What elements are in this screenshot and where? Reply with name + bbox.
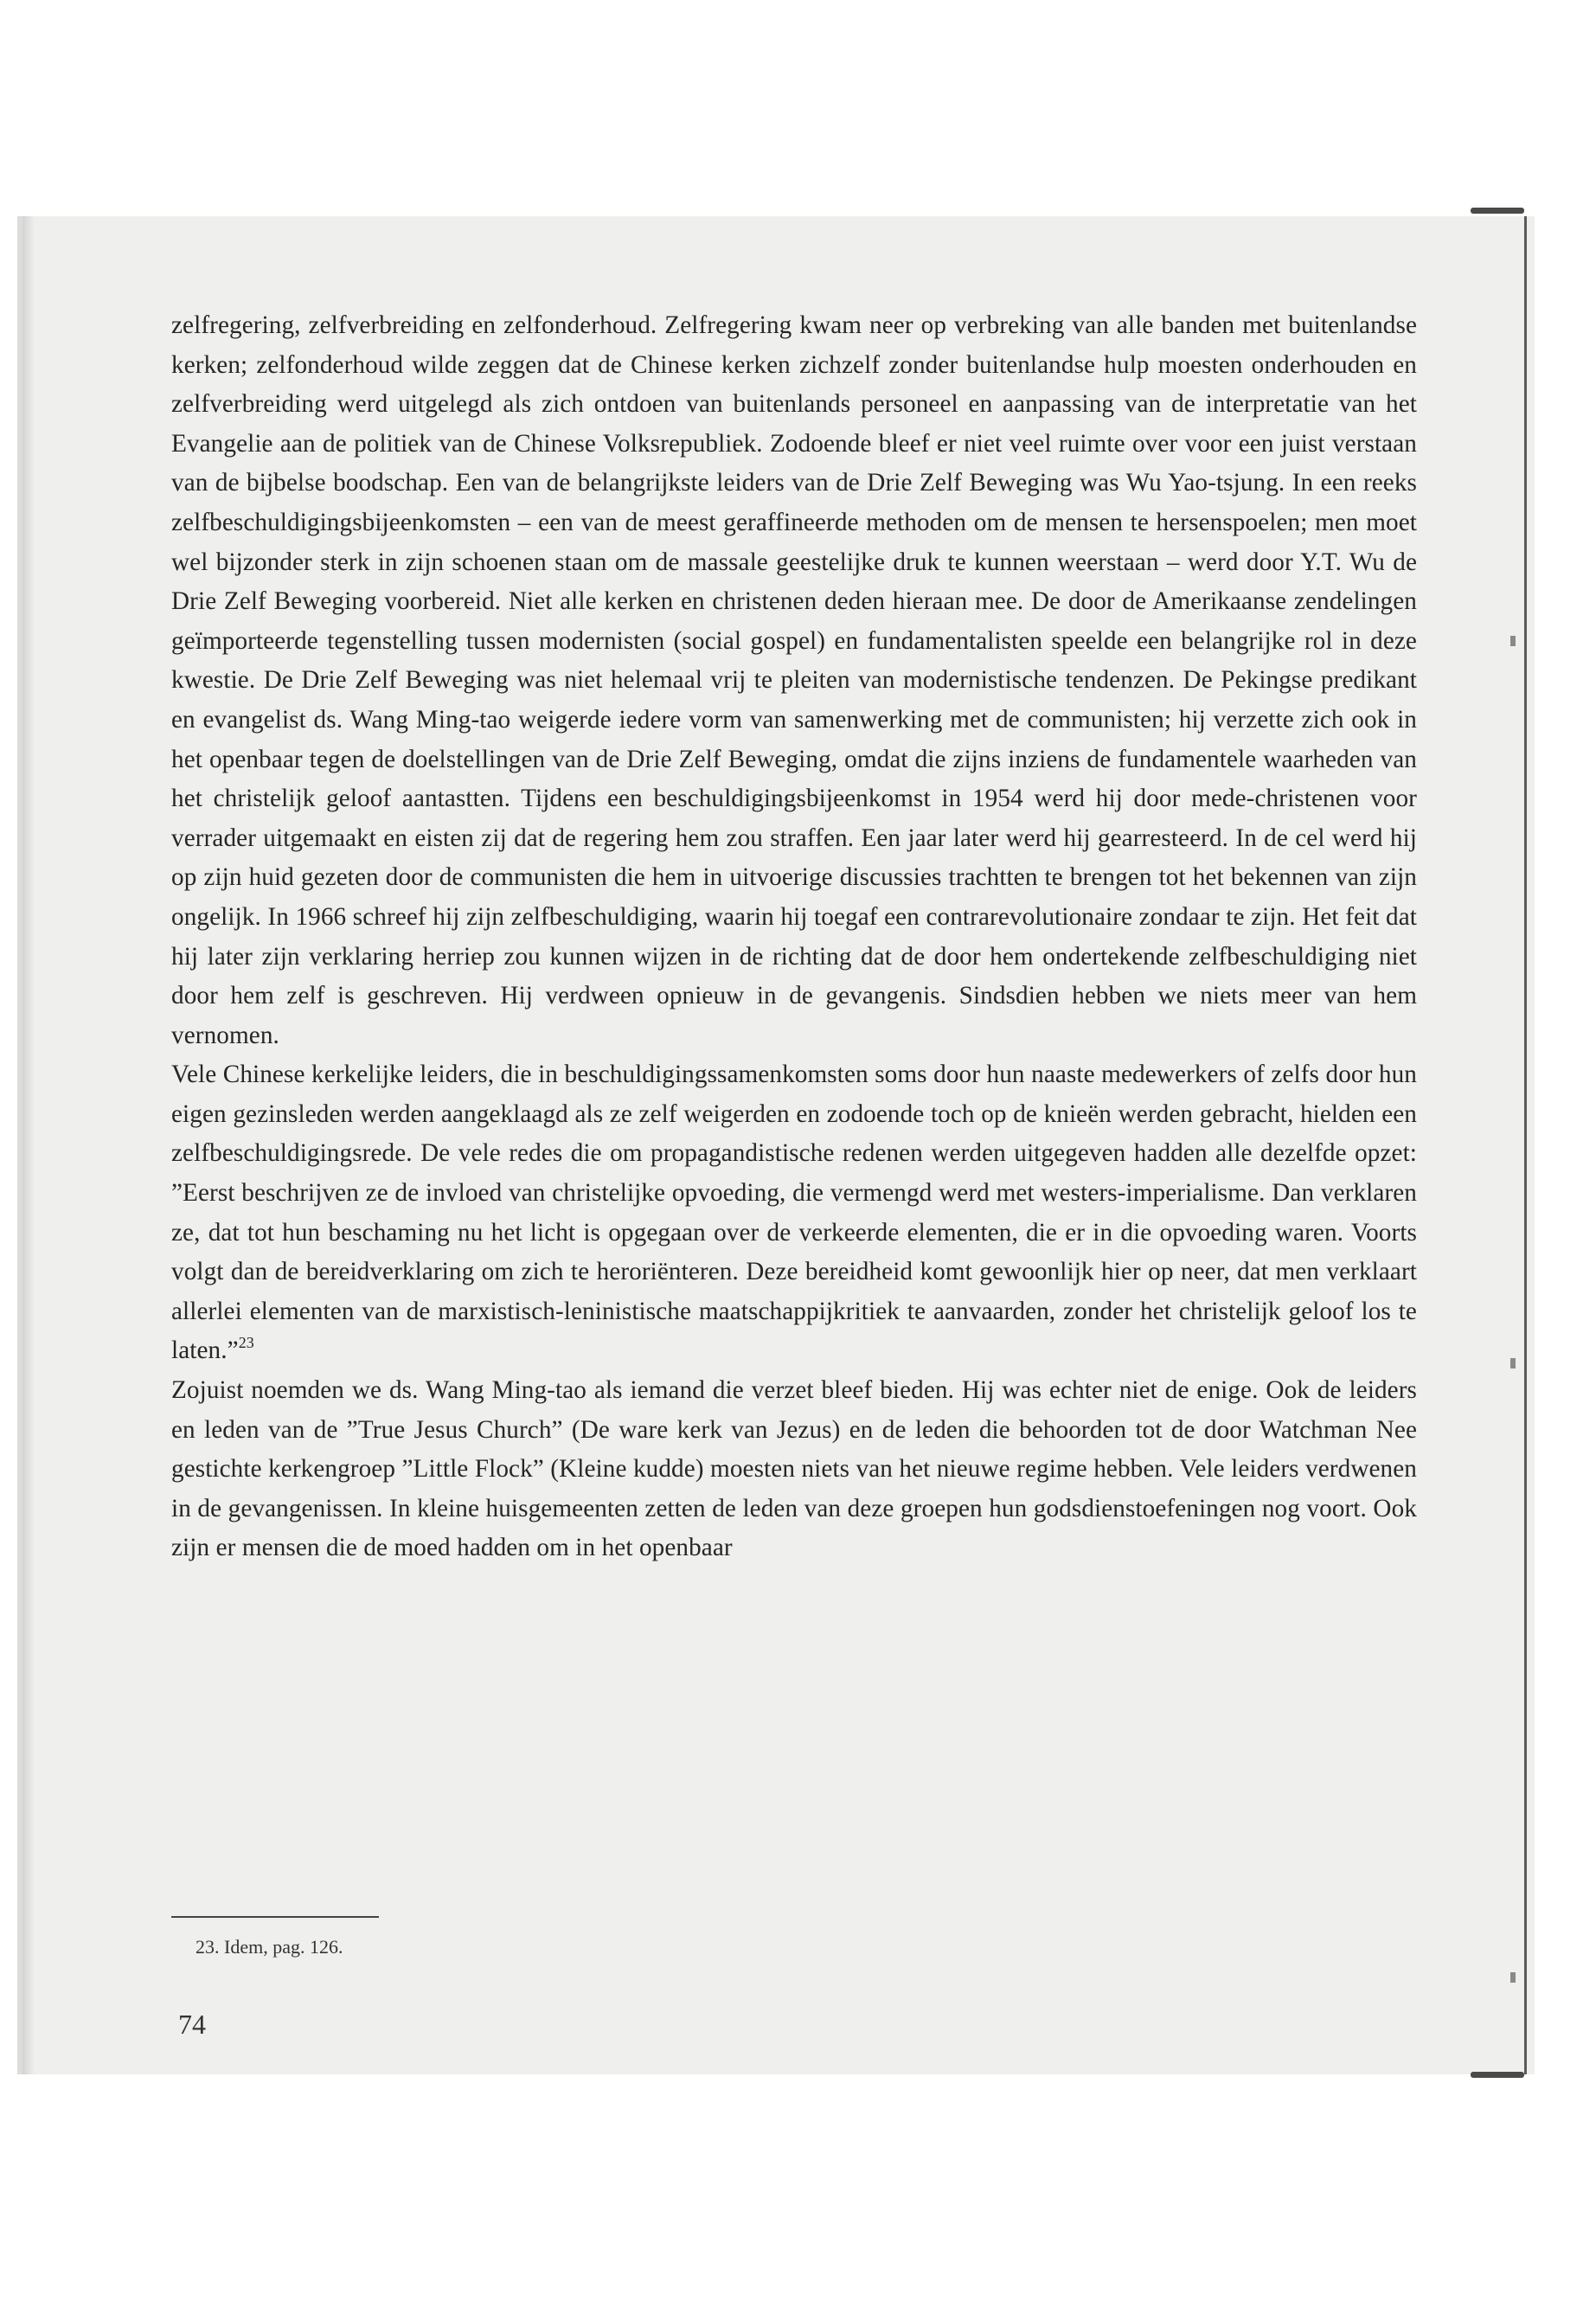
binding-clip-bottom xyxy=(1471,2072,1524,2078)
edge-mark xyxy=(1510,636,1516,646)
binding-clip-top xyxy=(1471,208,1524,214)
paragraph-2 xyxy=(171,1055,1417,1371)
body-text xyxy=(171,306,1417,1568)
edge-mark xyxy=(1510,1358,1516,1368)
paragraph-3: Zojuist noemden we ds. Wang Ming-tao als iemand die verzet bleef bieden. Hij was echter niet de enige. Ook de leiders en leden van de ”True Jesus Church” (De ware kerk van Jezus) en de leden die behoorden tot de door Watchman Nee gestichte kerkengroep ”Little Flock” (Kleine kudde) moesten niets van het nieuwe regime hebben. Vele leiders verdwenen in de gevangenissen. In kleine huisgemeenten zetten de leden van deze groepen hun godsdienstoefeningen nog voort. Ook zijn er mensen die de moed hadden om in het openbaar xyxy=(171,1376,1417,1562)
book-page xyxy=(17,216,1535,2074)
edge-mark xyxy=(1510,1972,1516,1983)
page-number: 74 xyxy=(178,2009,206,2040)
paragraph-1: zelfregering, zelfverbreiding en zelfonderhoud. Zelfregering kwam neer op verbreking van alle banden met buitenlandse kerken; zelfonderhoud wilde zeggen dat de Chinese kerken zichzelf zonder buitenlandse hulp moesten onderhouden en zelfverbreiding werd uitgelegd als zich ontdoen van buitenlands personeel en aanpassing van de interpretatie van het Evangelie aan de politiek van de Chinese Volksrepubliek. Zodoende bleef er niet veel ruimte over voor een juist verstaan van de bijbelse boodschap. Een van de belangrijkste leiders van de Drie Zelf Beweging was Wu Yao-tsjung. In een reeks zelfbeschuldigingsbijeenkomsten – een van de meest geraffineerde methoden om de mensen te hersenspoelen; men moet wel bijzonder sterk in zijn schoenen staan om de massale geestelijke druk te kunnen weerstaan – werd door Y.T. Wu de Drie Zelf Beweging voorbereid. Niet alle kerken en christenen deden hieraan mee. De door de Amerikaanse zendelingen geïmporteerde tegenstelling tussen modernisten (social gospel) en fundamentalisten speelde een belangrijke rol in deze kwestie. De Drie Zelf Beweging was niet helemaal vrij te pleiten van modernistische tendenzen. De Pekingse predikant en evangelist ds. Wang Ming-tao weigerde iedere vorm van samenwerking met de communisten; hij verzette zich ook in het openbaar tegen de doelstellingen van de Drie Zelf Beweging, omdat die zijns inziens de fundamentele waarheden van het christelijk geloof aantastten. Tijdens een beschuldigingsbijeenkomst in 1954 werd hij door mede-christenen voor verrader uitgemaakt en eisten zij dat de regering hem zou straffen. Een jaar later werd hij gearresteerd. In de cel werd hij op zijn huid gezeten door de communisten die hem in uitvoerige discussies trachtten te brengen tot het bekennen van zijn ongelijk. In 1966 schreef hij zijn zelfbeschuldiging, waarin hij toegaf een contrarevolutionaire zondaar te zijn. Het feit dat hij later zijn verklaring herriep zou kunnen wijzen in de richting dat de door hem ondertekende zelfbeschuldiging niet door hem zelf is geschreven. Hij verdween opnieuw in de gevangenis. Sindsdien hebben we niets meer van hem vernomen. xyxy=(171,311,1417,1049)
page-edge-binding xyxy=(1524,216,1527,2074)
footnote-divider xyxy=(171,1916,379,1918)
footnote: 23. Idem, pag. 126. xyxy=(195,1936,343,1958)
paragraph-2-text: Vele Chinese kerkelijke leiders, die in beschuldigingssamenkomsten soms door hun naaste medewerkers of zelfs door hun eigen gezinsleden werden aangeklaagd als ze zelf weigerden en zodoende toch op de knieën werden gebracht, hielden een zelfbeschuldigingsrede. De vele redes die om propagandistische redenen werden uitgegeven hadden alle dezelfde opzet: ”Eerst beschrijven ze de invloed van christelijke opvoeding, die vermengd werd met westers-imperialisme. Dan verklaren ze, dat tot hun beschaming nu het licht is opgegaan over de verkeerde elementen, die er in die opvoeding waren. Voorts volgt dan de bereidverklaring om zich te heroriënteren. Deze bereidheid komt gewoonlijk hier op neer, dat men verklaart allerlei elementen van de marxistisch-leninistische maatschappijkritiek te aanvaarden, zonder het christelijk geloof los te laten.” xyxy=(171,1061,1417,1365)
page-gutter-shadow xyxy=(22,216,35,2074)
footnote-reference: 23 xyxy=(238,1334,254,1352)
